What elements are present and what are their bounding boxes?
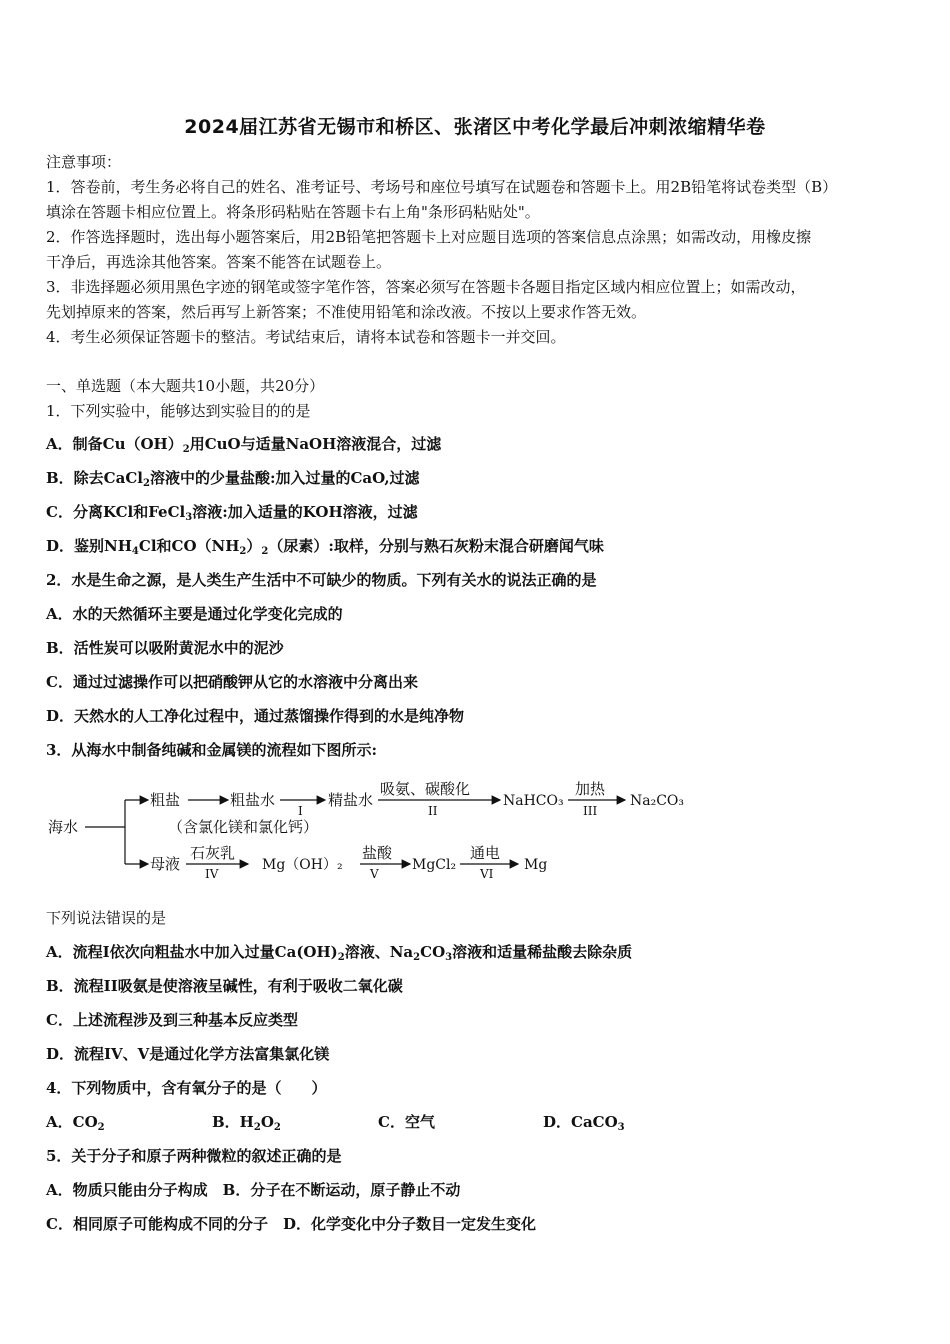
flow-refined-brine: 精盐水 — [328, 791, 374, 809]
q4-option-a: A．$CO_2$ — [46, 1113, 105, 1133]
flow-reagents-2: 吸氨、碳酸化 — [380, 780, 471, 798]
flow-lime-milk: 石灰乳 — [190, 844, 236, 862]
q4-option-c: C．空气 — [378, 1113, 435, 1131]
flow-mgcl2: MgCl₂ — [412, 857, 457, 873]
flow-step-6: VI — [480, 867, 494, 881]
q1-option-a: A．制备$Cu(OH)_2$用CuO与适量NaOH溶液混合，过滤 — [46, 435, 442, 455]
question-5-stem: 5．关于分子和原子两种微粒的叙述正确的是 — [46, 1147, 342, 1165]
q2-option-c: C．通过过滤操作可以把硝酸钾从它的水溶液中分离出来 — [46, 673, 418, 691]
q4-option-b: B．$H_2O_2$ — [212, 1113, 281, 1133]
q1-option-c: C．分离KCl和FeCl$_3$溶液:加入适量的KOH溶液，过滤 — [46, 503, 418, 523]
flow-mgoh2: Mg（OH）₂ — [262, 857, 343, 873]
note-line: 2．作答选择题时，选出每小题答案后，用2B铅笔把答题卡上对应题目选项的答案信息点涂黑；如需改动，用橡皮擦 — [46, 228, 812, 246]
note-line: 4．考生必须保证答题卡的整洁。考试结束后，请将本试卷和答题卡一并交回。 — [46, 328, 566, 346]
q1-option-d: D．鉴别$NH_4Cl$和$CO(NH_2)_2$（尿素）:取样，分别与熟石灰粉末混合研磨闻气味 — [46, 537, 604, 557]
flow-heat: 加热 — [575, 780, 606, 798]
question-4-stem: 4．下列物质中，含有氧分子的是（ ） — [46, 1079, 327, 1097]
notes-heading: 注意事项： — [46, 153, 122, 171]
flow-impurity-note: （含氯化镁和氯化钙） — [168, 818, 319, 836]
q5-options-cd: C．相同原子可能构成不同的分子 D．化学变化中分子数目一定发生变化 — [46, 1215, 536, 1233]
q2-option-d: D．天然水的人工净化过程中，通过蒸馏操作得到的水是纯净物 — [46, 707, 465, 725]
flow-seawater: 海水 — [48, 818, 79, 836]
q2-option-a: A．水的天然循环主要是通过化学变化完成的 — [46, 605, 343, 623]
question-1-stem: 1．下列实验中，能够达到实验目的的是 — [46, 402, 311, 420]
q2-option-b: B．活性炭可以吸附黄泥水中的泥沙 — [46, 639, 284, 657]
page-title: 2024届江苏省无锡市和桥区、张渚区中考化学最后冲刺浓缩精华卷 — [184, 116, 766, 138]
flow-mg: Mg — [524, 857, 548, 873]
q3-option-c: C．上述流程涉及到三种基本反应类型 — [46, 1011, 298, 1029]
flow-na2co3: Na₂CO₃ — [630, 793, 685, 809]
flow-nahco3: NaHCO₃ — [503, 793, 564, 809]
note-line: 干净后，再选涂其他答案。答案不能答在试题卷上。 — [46, 253, 392, 271]
flow-brine: 粗盐水 — [230, 791, 276, 809]
q1-option-b: B．除去CaCl$_2$溶液中的少量盐酸:加入过量的CaO,过滤 — [46, 469, 420, 489]
note-line: 3．非选择题必须用黑色字迹的钢笔或签字笔作答，答案必须写在答题卡各题目指定区域内相应位置上；如需改动， — [46, 278, 806, 296]
process-flow-diagram — [40, 778, 700, 888]
note-line: 填涂在答题卡相应位置上。将条形码粘贴在答题卡右上角"条形码粘贴处"。 — [46, 203, 540, 221]
flow-step-1: I — [298, 804, 303, 818]
q4-option-d: D．CaCO$_3$ — [543, 1113, 625, 1133]
flow-mother-liquor: 母液 — [150, 855, 181, 873]
flow-hcl: 盐酸 — [362, 844, 393, 862]
q3-option-d: D．流程IV、V是通过化学方法富集氯化镁 — [46, 1045, 330, 1063]
q3-option-b: B．流程II吸氨是使溶液呈碱性，有利于吸收二氧化碳 — [46, 977, 403, 995]
flow-step-5: V — [370, 867, 379, 881]
flow-crude-salt: 粗盐 — [150, 791, 181, 809]
q5-options-ab: A．物质只能由分子构成 B．分子在不断运动，原子静止不动 — [46, 1181, 461, 1199]
note-line: 1．答卷前，考生务必将自己的姓名、准考证号、考场号和座位号填写在试题卷和答题卡上。用2B铅笔将试卷类型（B） — [46, 178, 838, 196]
flow-step-4: IV — [205, 867, 219, 881]
note-line: 先划掉原来的答案，然后再写上新答案；不准使用铅笔和涂改液。不按以上要求作答无效。 — [46, 303, 647, 321]
section-heading: 一、单选题（本大题共10小题，共20分） — [46, 377, 325, 395]
flow-electrolysis: 通电 — [470, 844, 501, 862]
question-3-stem: 3．从海水中制备纯碱和金属镁的流程如下图所示: — [46, 741, 377, 759]
flow-step-3: III — [583, 804, 598, 818]
q3-option-a: A．流程I依次向粗盐水中加入过量$Ca(OH)_2$溶液、$Na_2CO_3$溶液和适量稀盐酸去除杂质 — [46, 943, 633, 963]
flow-step-2: II — [428, 804, 438, 818]
question-2-stem: 2．水是生命之源，是人类生产生活中不可缺少的物质。下列有关水的说法正确的是 — [46, 571, 597, 589]
q3-question: 下列说法错误的是 — [46, 909, 167, 927]
